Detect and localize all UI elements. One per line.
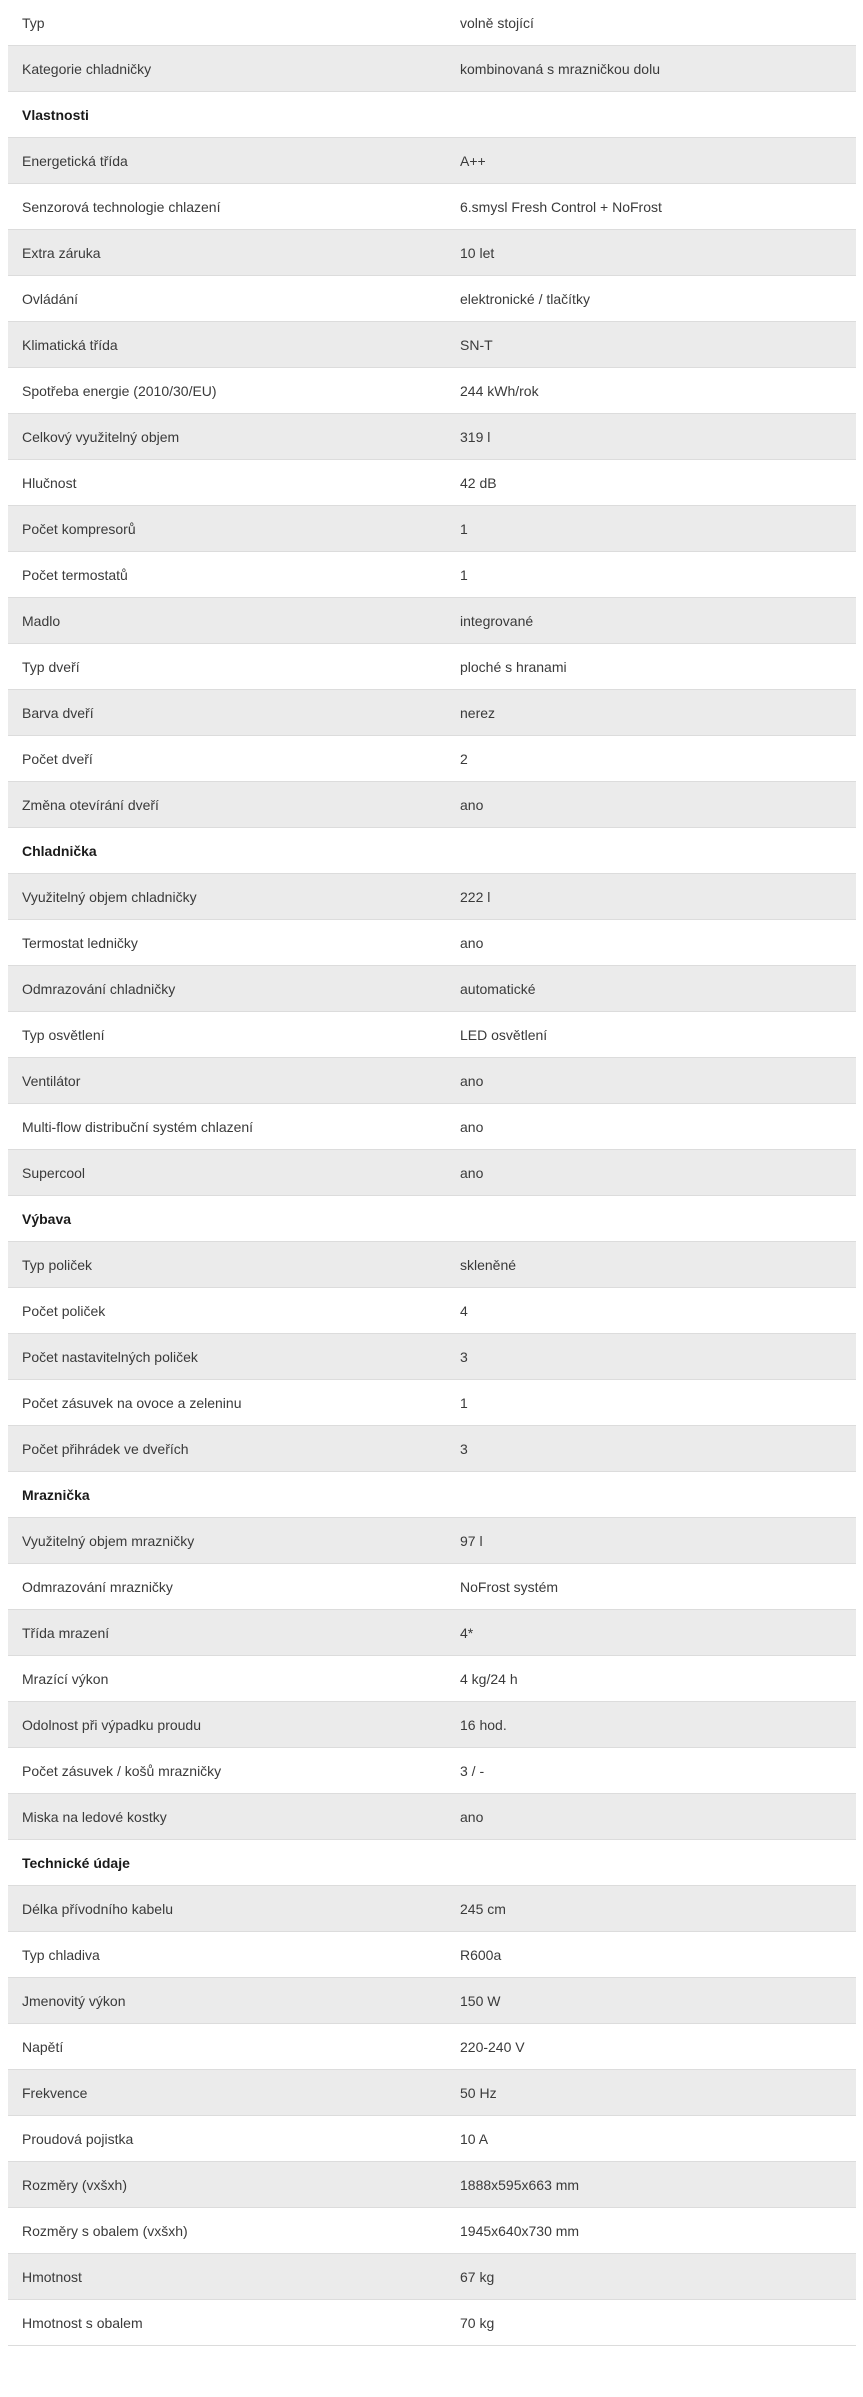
spec-label: Rozměry s obalem (vxšxh) — [22, 2222, 188, 2239]
spec-value: 67 kg — [460, 2268, 495, 2285]
spec-row — [8, 2300, 856, 2346]
spec-label: Hmotnost — [22, 2268, 82, 2285]
spec-label: Rozměry (vxšxh) — [22, 2176, 128, 2193]
spec-row — [8, 184, 856, 230]
spec-row — [8, 2254, 856, 2300]
spec-label: Počet termostatů — [22, 566, 128, 583]
spec-value: kombinovaná s mrazničkou dolu — [460, 60, 660, 77]
spec-row — [8, 1794, 856, 1840]
spec-value: 1 — [460, 1394, 468, 1411]
spec-value: 150 W — [460, 1992, 501, 2009]
spec-label: Typ dveří — [22, 658, 80, 675]
spec-row — [8, 920, 856, 966]
spec-label: Senzorová technologie chlazení — [22, 198, 221, 215]
spec-label: Odmrazování chladničky — [22, 980, 176, 997]
spec-value: skleněné — [460, 1256, 517, 1273]
spec-row — [8, 1104, 856, 1150]
spec-row — [8, 1288, 856, 1334]
spec-row — [8, 2024, 856, 2070]
spec-value: 4* — [460, 1624, 474, 1641]
spec-label: Počet poliček — [22, 1302, 106, 1319]
spec-row — [8, 1748, 856, 1794]
spec-row — [8, 2070, 856, 2116]
spec-label: Madlo — [22, 612, 61, 629]
spec-label: Odolnost při výpadku proudu — [22, 1716, 201, 1733]
spec-value: 70 kg — [460, 2314, 495, 2331]
section-title: Mraznička — [22, 1486, 90, 1503]
spec-value: 16 hod. — [460, 1716, 507, 1733]
spec-value: 10 A — [460, 2130, 489, 2147]
spec-row — [8, 230, 856, 276]
spec-value: 319 l — [460, 428, 491, 445]
section-header — [8, 1472, 856, 1518]
spec-row — [8, 1886, 856, 1932]
spec-value: LED osvětlení — [460, 1026, 548, 1043]
spec-value: 4 — [460, 1302, 468, 1319]
spec-label: Počet přihrádek ve dveřích — [22, 1440, 189, 1457]
spec-value: 1 — [460, 520, 468, 537]
spec-value: 42 dB — [460, 474, 497, 491]
spec-label: Využitelný objem chladničky — [22, 888, 197, 905]
spec-row — [8, 1426, 856, 1472]
spec-label: Extra záruka — [22, 244, 101, 261]
spec-row — [8, 2162, 856, 2208]
spec-row — [8, 460, 856, 506]
spec-label: Energetická třída — [22, 152, 128, 169]
spec-label: Typ chladiva — [22, 1946, 100, 1963]
spec-value: ano — [460, 1118, 484, 1135]
spec-row — [8, 46, 856, 92]
spec-value: 10 let — [460, 244, 495, 261]
spec-label: Kategorie chladničky — [22, 60, 152, 77]
spec-label: Hlučnost — [22, 474, 77, 491]
spec-value: 3 — [460, 1348, 468, 1365]
spec-value: automatické — [460, 980, 536, 997]
spec-value: 1945x640x730 mm — [460, 2222, 580, 2239]
spec-value: A++ — [460, 152, 486, 169]
spec-value: 50 Hz — [460, 2084, 497, 2101]
spec-label: Počet kompresorů — [22, 520, 136, 537]
spec-value: 1888x595x663 mm — [460, 2176, 580, 2193]
spec-row — [8, 1334, 856, 1380]
spec-label: Změna otevírání dveří — [22, 796, 159, 813]
spec-value: 222 l — [460, 888, 491, 905]
spec-value: 3 / - — [460, 1762, 485, 1779]
spec-label: Počet zásuvek na ovoce a zeleninu — [22, 1394, 242, 1411]
spec-row — [8, 966, 856, 1012]
spec-value: ploché s hranami — [460, 658, 567, 675]
spec-label: Klimatická třída — [22, 336, 118, 353]
spec-row — [8, 1610, 856, 1656]
spec-row — [8, 1242, 856, 1288]
section-title: Vlastnosti — [22, 106, 89, 123]
spec-label: Typ poliček — [22, 1256, 93, 1273]
spec-label: Mrazící výkon — [22, 1670, 109, 1687]
section-header — [8, 1196, 856, 1242]
spec-label: Využitelný objem mrazničky — [22, 1532, 195, 1549]
section-title: Výbava — [22, 1210, 72, 1227]
spec-row — [8, 690, 856, 736]
spec-label: Odmrazování mrazničky — [22, 1578, 173, 1595]
spec-label: Frekvence — [22, 2084, 88, 2101]
spec-value: 6.smysl Fresh Control + NoFrost — [460, 198, 662, 215]
spec-row — [8, 276, 856, 322]
spec-value: nerez — [460, 704, 496, 721]
spec-row — [8, 368, 856, 414]
spec-label: Ventilátor — [22, 1072, 81, 1089]
section-header — [8, 92, 856, 138]
spec-row — [8, 0, 856, 46]
spec-label: Počet nastavitelných poliček — [22, 1348, 198, 1365]
spec-value: NoFrost systém — [460, 1578, 559, 1595]
spec-row — [8, 1012, 856, 1058]
spec-label: Ovládání — [22, 290, 79, 307]
spec-value: 220-240 V — [460, 2038, 525, 2055]
spec-row — [8, 598, 856, 644]
spec-label: Proudová pojistka — [22, 2130, 134, 2147]
spec-value: 97 l — [460, 1532, 483, 1549]
spec-value: 245 cm — [460, 1900, 506, 1917]
section-title: Chladnička — [22, 842, 97, 859]
spec-row — [8, 1380, 856, 1426]
section-header — [8, 1840, 856, 1886]
spec-row — [8, 2208, 856, 2254]
spec-value: elektronické / tlačítky — [460, 290, 590, 307]
spec-value: SN-T — [460, 336, 493, 353]
spec-row — [8, 138, 856, 184]
spec-value: ano — [460, 796, 484, 813]
spec-row — [8, 874, 856, 920]
spec-label: Celkový využitelný objem — [22, 428, 180, 445]
spec-row — [8, 1150, 856, 1196]
section-title: Technické údaje — [22, 1854, 130, 1871]
spec-row — [8, 506, 856, 552]
spec-label: Počet zásuvek / košů mrazničky — [22, 1762, 222, 1779]
spec-label: Miska na ledové kostky — [22, 1808, 167, 1825]
spec-label: Typ — [22, 14, 45, 31]
spec-label: Hmotnost s obalem — [22, 2314, 143, 2331]
spec-label: Typ osvětlení — [22, 1026, 105, 1043]
spec-row — [8, 1564, 856, 1610]
spec-value: ano — [460, 1164, 484, 1181]
spec-value: 244 kWh/rok — [460, 382, 539, 399]
spec-row — [8, 1702, 856, 1748]
spec-row — [8, 644, 856, 690]
spec-row — [8, 1978, 856, 2024]
spec-value: ano — [460, 934, 484, 951]
spec-value: volně stojící — [460, 14, 534, 31]
spec-row — [8, 2116, 856, 2162]
spec-row — [8, 1932, 856, 1978]
spec-label: Termostat ledničky — [22, 934, 138, 951]
spec-label: Spotřeba energie (2010/30/EU) — [22, 382, 217, 399]
spec-row — [8, 1656, 856, 1702]
spec-row — [8, 414, 856, 460]
spec-label: Multi-flow distribuční systém chlazení — [22, 1118, 254, 1135]
spec-row — [8, 1518, 856, 1564]
spec-row — [8, 552, 856, 598]
spec-value: integrované — [460, 612, 534, 629]
section-header — [8, 828, 856, 874]
spec-value: R600a — [460, 1946, 502, 1963]
spec-label: Supercool — [22, 1164, 86, 1181]
spec-label: Třída mrazení — [22, 1624, 110, 1641]
spec-row — [8, 736, 856, 782]
spec-value: ano — [460, 1808, 484, 1825]
spec-label: Napětí — [22, 2038, 64, 2055]
spec-row — [8, 1058, 856, 1104]
spec-label: Počet dveří — [22, 750, 93, 767]
spec-label: Jmenovitý výkon — [22, 1992, 126, 2009]
spec-label: Délka přívodního kabelu — [22, 1900, 173, 1917]
spec-table — [8, 0, 856, 2346]
spec-value: ano — [460, 1072, 484, 1089]
spec-label: Barva dveří — [22, 704, 94, 721]
spec-row — [8, 322, 856, 368]
spec-value: 3 — [460, 1440, 468, 1457]
spec-value: 2 — [460, 750, 468, 767]
spec-row — [8, 782, 856, 828]
spec-value: 1 — [460, 566, 468, 583]
spec-value: 4 kg/24 h — [460, 1670, 518, 1687]
